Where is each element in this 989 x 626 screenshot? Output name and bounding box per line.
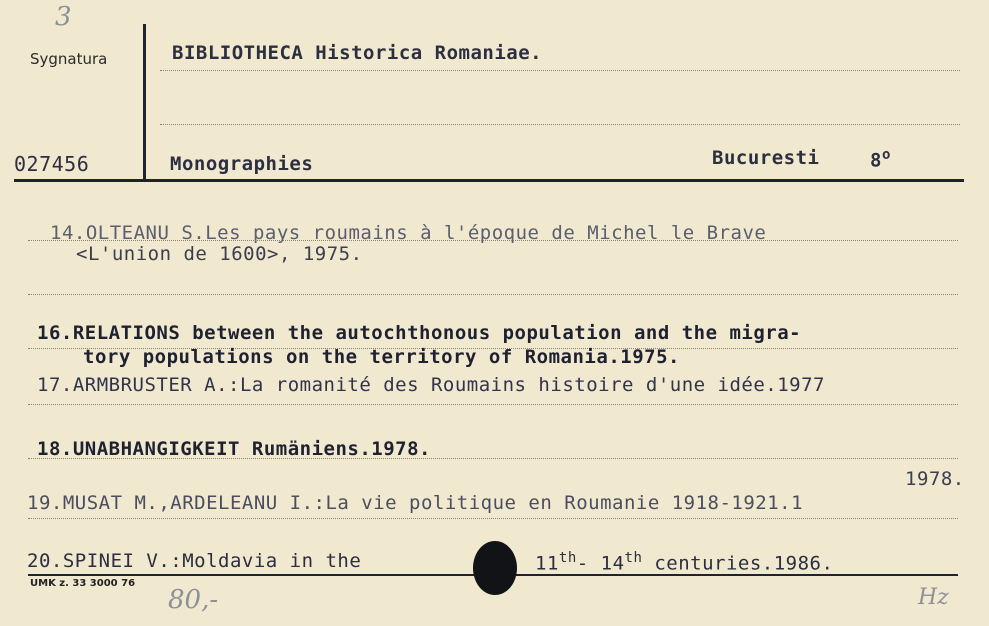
category: Monographies (170, 153, 314, 175)
handwritten-initials: Hz (918, 585, 949, 610)
format-number: 8 (870, 149, 882, 172)
header-rule (14, 179, 964, 182)
entry-line (535, 550, 833, 574)
format (870, 147, 891, 171)
dotted-line (160, 70, 960, 71)
entry-line: tory populations on the territory of Romania.1975. (83, 346, 680, 368)
entry-line: 14.OLTEANU S.Les pays roumains à l'époque de Michel le Brave (50, 222, 767, 244)
signature-label: Sygnatura (30, 50, 108, 68)
dotted-line (28, 518, 958, 519)
entry-line: 16.RELATIONS between the autochthonous population and the migra- (37, 322, 802, 344)
call-number: 027456 (14, 152, 90, 176)
dotted-line (28, 294, 958, 295)
entry-year-note: 1978. (905, 468, 965, 490)
place: Bucuresti (712, 147, 820, 169)
vertical-rule (143, 24, 146, 182)
entry-text-a: 20.SPINEI V.:Moldavia in the (27, 550, 362, 572)
entry-text-b: 11 (535, 552, 559, 575)
series-title: BIBLIOTHECA Historica Romaniae. (172, 42, 543, 64)
entry-line: 17.ARMBRUSTER A.:La romanité des Roumains histoire d'une idée.1977 (37, 374, 825, 396)
entry-text-c: - 14 (576, 552, 625, 575)
dotted-line (28, 240, 958, 241)
entry-line: <L'union de 1600>, 1975. (76, 243, 363, 265)
entry-line: 19.MUSAT M.,ARDELEANU I.:La vie politique en Roumanie 1918-1921.1 (27, 492, 804, 514)
entry-sup-1: th (558, 550, 577, 566)
dotted-line (28, 458, 958, 459)
printer-mark: UMK z. 33 3000 76 (30, 578, 136, 589)
dotted-line (28, 404, 958, 405)
punch-hole (473, 541, 517, 595)
format-degree: o (881, 147, 891, 163)
handwritten-price: 80,- (168, 585, 219, 615)
entry-line (27, 550, 361, 572)
handwritten-number: 3 (55, 2, 72, 32)
dotted-line (160, 124, 960, 125)
entry-text-d: centuries.1986. (642, 552, 834, 575)
entry-line: 18.UNABHANGIGKEIT Rumäniens.1978. (37, 438, 431, 460)
entry-sup-2: th (624, 550, 643, 566)
